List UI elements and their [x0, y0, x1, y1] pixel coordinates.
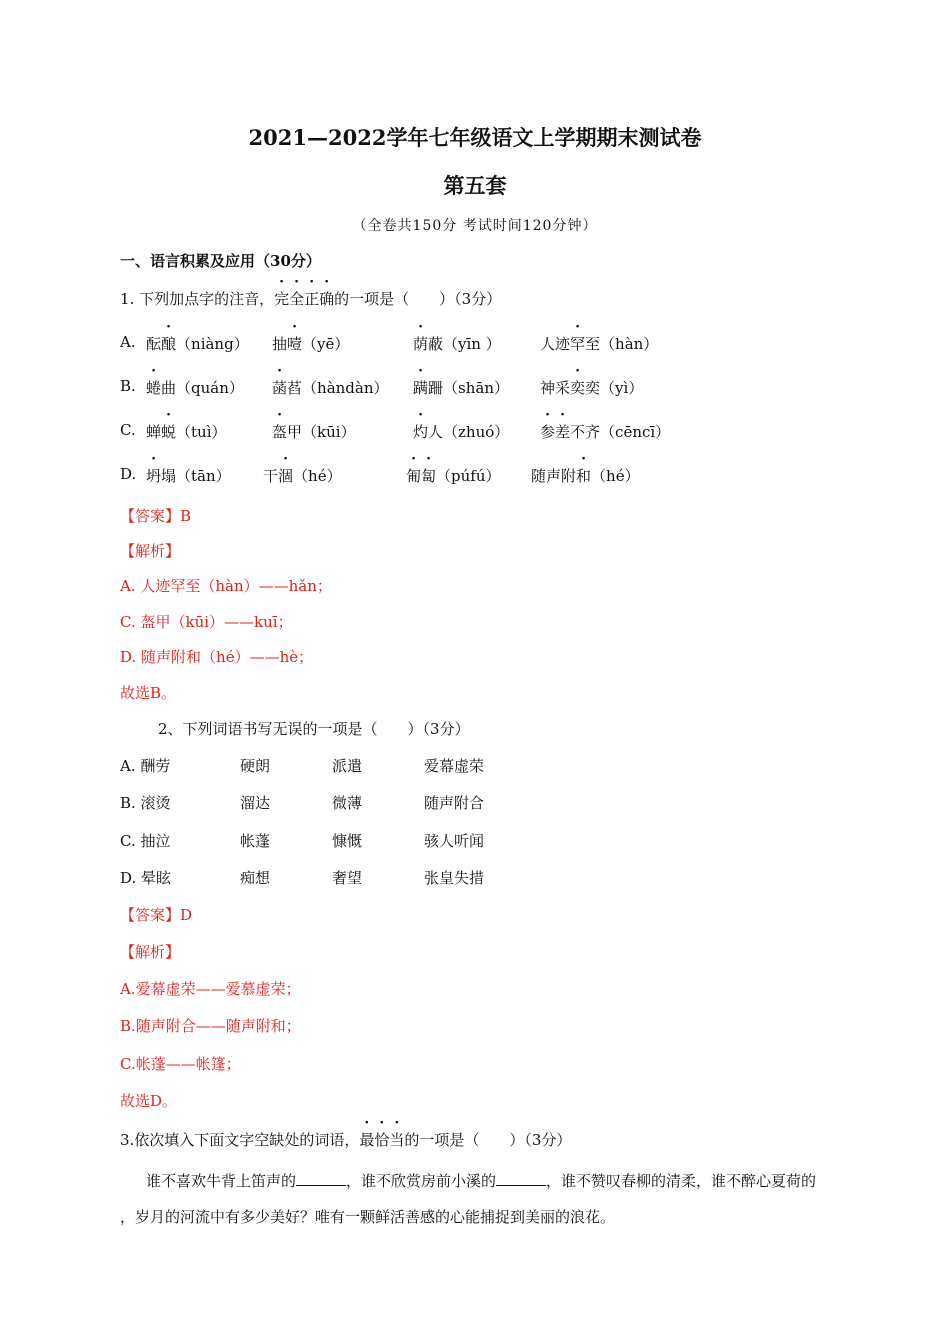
- q1-option-item: 蹒跚（shān）: [413, 379, 509, 397]
- question-3-stem: 3.依次填入下面文字空缺处的词语，最恰当的一项是（ ）（3分）: [120, 1131, 572, 1149]
- q1-option-item: 蝉蜕（tuì）: [146, 423, 227, 441]
- q2-option-d: D. 晕眩: [120, 869, 172, 887]
- dotted-char: 当: [389, 1131, 405, 1149]
- q2-word: 帐蓬: [240, 832, 271, 850]
- q2-word: 微薄: [332, 794, 363, 812]
- q2-word: 溜达: [240, 794, 271, 812]
- q2-word: 随声附合: [424, 794, 485, 812]
- q2-word: 爱幕虚荣: [424, 757, 485, 775]
- q2-word: 慷慨: [332, 832, 363, 850]
- q2-option-c: C. 抽泣: [120, 832, 171, 850]
- question-2-stem: 2、下列词语书写无误的一项是（ ）（3分）: [158, 720, 470, 738]
- q2-answer: 【答案】D: [120, 906, 193, 924]
- fill-blank: [296, 1171, 346, 1186]
- q3-passage-line: 谁不喜欢牛背上笛声的 ，谁不欣赏房前小溪的 ，谁不赞叹春柳的清柔，谁不醉心夏荷的: [146, 1172, 817, 1190]
- q1-option-item: 坍塌（tān）: [146, 467, 231, 485]
- q1-analysis-line: D. 随声附和（hé）——hè；: [120, 648, 314, 666]
- stem-text: 1. 下列加点字的注音，: [120, 290, 275, 308]
- q1-option-item: 菡萏（hàndàn）: [272, 379, 389, 397]
- q2-option-a: A. 酬劳: [120, 757, 171, 775]
- section-heading: 一、语言积累及应用（30分）: [120, 252, 321, 270]
- q1-option-item: 匍匐（púfú）: [406, 467, 501, 485]
- exam-note: （全卷共150分 考试时间120分钟）: [352, 218, 598, 234]
- dotted-char: 全: [289, 290, 305, 308]
- dotted-char: 正: [304, 290, 320, 308]
- dotted-char: 完: [274, 290, 290, 308]
- fill-blank: [496, 1171, 546, 1186]
- q1-option-item: 参差不齐（cēncī）: [540, 423, 671, 441]
- q2-analysis-line: C.帐蓬——帐篷；: [120, 1055, 241, 1073]
- q2-option-b: B. 滚烫: [120, 794, 171, 812]
- q1-conclusion: 故选B。: [120, 684, 177, 702]
- q2-analysis-line: B.随声附合——随声附和；: [120, 1017, 301, 1035]
- q2-analysis-label: 【解析】: [120, 943, 181, 961]
- q1-option-item: 酝酿（niàng）: [146, 335, 249, 353]
- q1-option-item: 灼人（zhuó）: [413, 423, 510, 441]
- question-1-stem: [120, 288, 501, 309]
- q1-analysis-line: A. 人迹罕至（hàn）——hǎn；: [120, 577, 332, 595]
- q2-word: 派遣: [332, 757, 363, 775]
- q1-option-d: D.: [120, 465, 137, 483]
- q1-analysis-line: C. 盔甲（kūi）——kuī；: [120, 613, 293, 631]
- stem-text: 的一项是（ ）（3分）: [334, 290, 502, 308]
- q1-option-item: 盔甲（kūi）: [272, 423, 356, 441]
- q1-option-item: 抽噎（yē）: [272, 335, 350, 353]
- q1-option-item: 人迹罕至（hàn）: [540, 335, 659, 353]
- dotted-char: 恰: [374, 1131, 390, 1149]
- q1-option-b: B.: [120, 377, 136, 395]
- q1-analysis-label: 【解析】: [120, 542, 181, 560]
- q1-option-item: 蜷曲（quán）: [146, 379, 244, 397]
- q2-word: 奢望: [332, 869, 363, 887]
- q1-option-item: 随声附和（hé）: [531, 467, 640, 485]
- q1-option-a: A.: [120, 333, 136, 351]
- q2-conclusion: 故选D。: [120, 1092, 178, 1110]
- dotted-char: 最: [359, 1131, 375, 1149]
- q1-option-item: 干涸（hé）: [263, 467, 342, 485]
- paper-subtitle: 第五套: [443, 173, 507, 198]
- q2-word: 痴想: [240, 869, 271, 887]
- q1-answer: 【答案】B: [120, 507, 192, 525]
- q1-option-c: C.: [120, 421, 136, 439]
- q3-passage-line: ，岁月的河流中有多少美好？唯有一颗鲜活善感的心能捕捉到美丽的浪花。: [120, 1208, 616, 1226]
- paper-title: 2021—2022学年七年级语文上学期期末测试卷: [248, 125, 702, 150]
- q2-analysis-line: A.爱幕虚荣——爱慕虚荣；: [120, 980, 301, 998]
- q2-word: 张皇失措: [424, 869, 485, 887]
- q2-word: 骇人听闻: [424, 832, 485, 850]
- q2-word: 硬朗: [240, 757, 271, 775]
- dotted-char: 确: [319, 290, 335, 308]
- q1-option-item: 神采奕奕（yì）: [540, 379, 644, 397]
- q1-option-item: 荫蔽（yīn ）: [413, 335, 501, 353]
